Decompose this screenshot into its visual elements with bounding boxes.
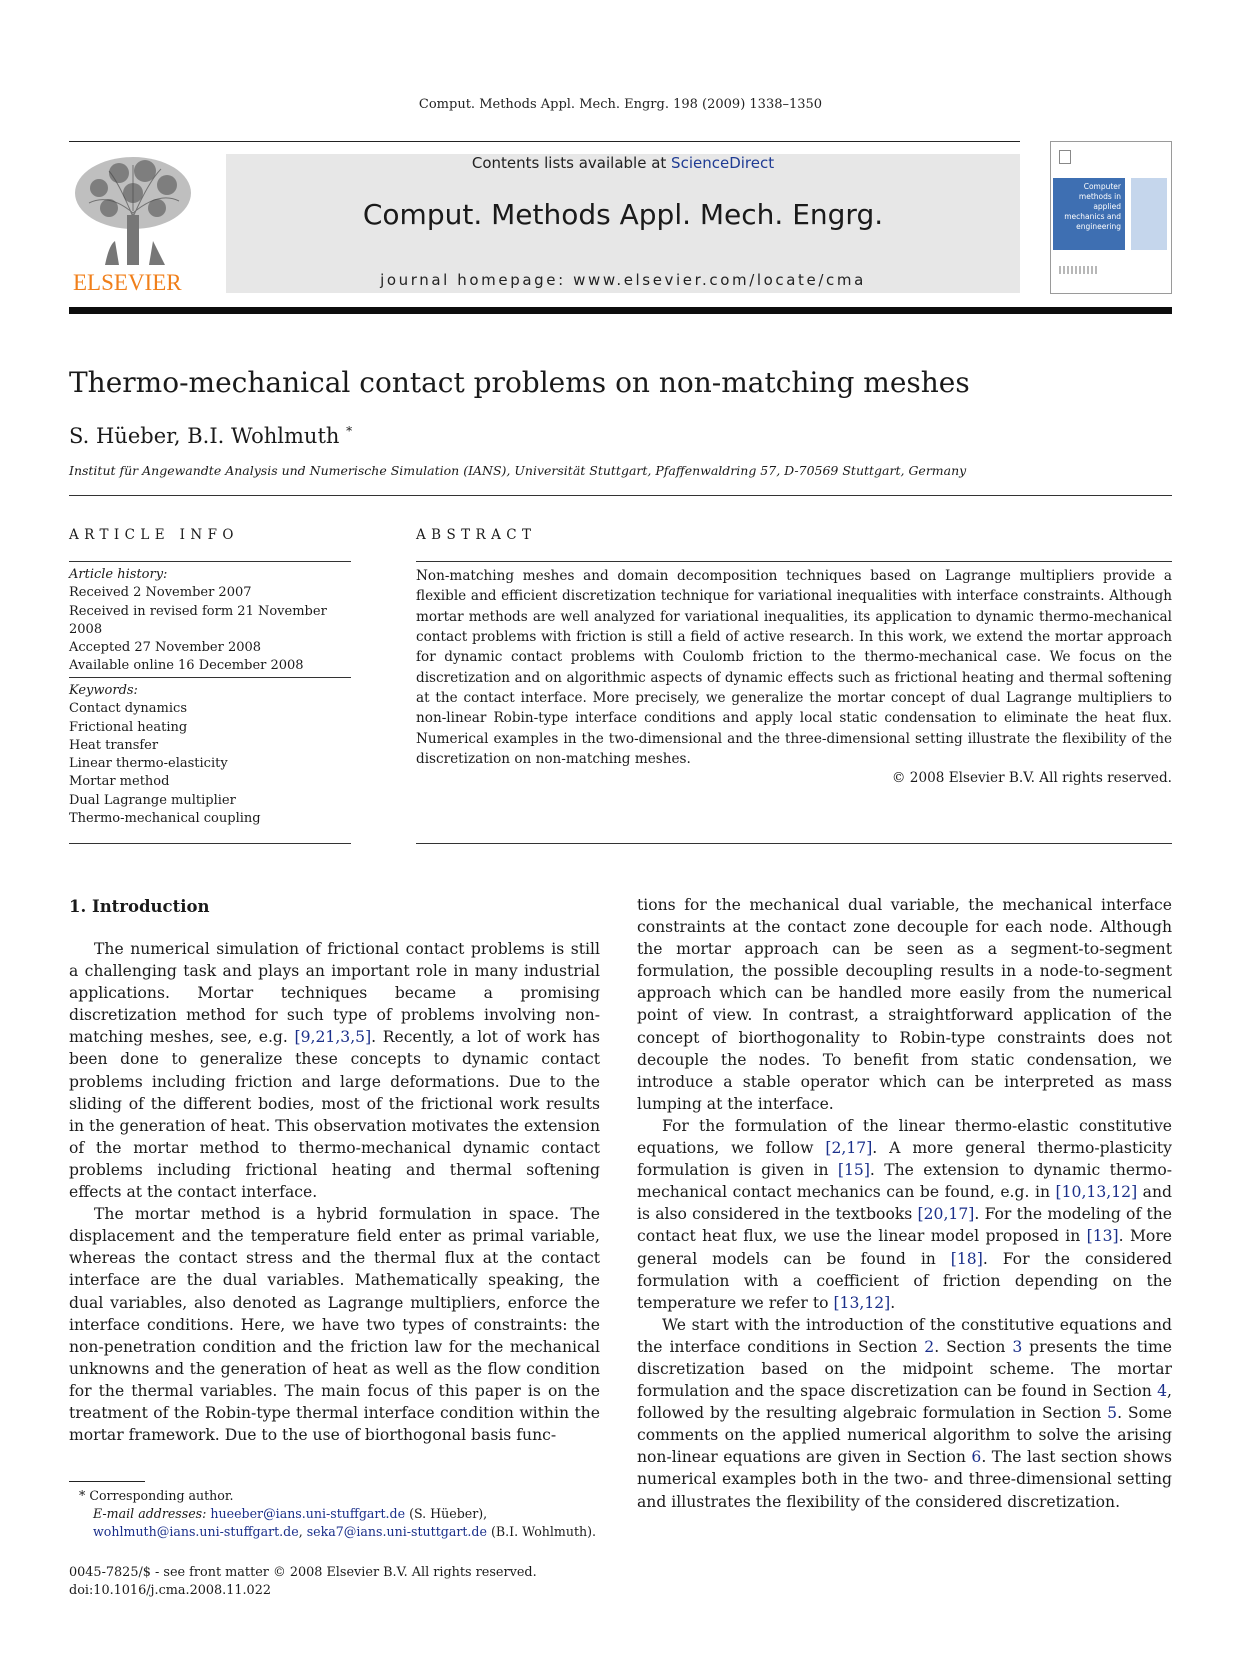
abstract-bottom-rule <box>416 843 1172 844</box>
text-run: . Section <box>934 1337 1013 1356</box>
abstract-rule <box>416 561 1172 562</box>
paragraph <box>637 1115 1172 1314</box>
sciencedirect-link[interactable]: ScienceDirect <box>671 154 775 172</box>
section-heading: 1. Introduction <box>69 897 210 916</box>
contents-line <box>226 154 1020 172</box>
article-info-rule <box>69 561 351 562</box>
affiliation: Institut für Angewandte Analysis und Numerische Simulation (IANS), Universität Stuttgart, Pfaffenwaldring 57, D-70569 Stuttgart, Germany <box>69 463 967 478</box>
paper-title: Thermo-mechanical contact problems on non-matching meshes <box>69 366 970 399</box>
text-run: . For the considered formulation with a coefficient of friction depending on the temperature we refer to <box>637 1249 1172 1312</box>
section-link[interactable]: 6 <box>971 1448 982 1467</box>
footnote <box>69 1487 600 1542</box>
paragraph: The mortar method is a hybrid formulation in space. The displacement and the temperature field enter as primal variable, whereas the contact stress and the thermal flux at the contact interface are the dual variables. Mathematically speaking, the dual variables, also denoted as Lagrange multipliers, enforce the interface conditions. Here, we have two types of constraints: the non-penetration condition and the friction law for the mechanical unknowns and the generation of heat as well as the flow condition for the thermal variables. The main focus of this paper is on the treatment of the Robin-type thermal interface condition within the mortar framework. Due to the use of biorthogonal basis func- <box>69 1205 600 1445</box>
text-run: (B.I. Wohlmuth). <box>490 1524 597 1540</box>
keyword-item: Mortar method <box>69 774 170 790</box>
keyword-item: Heat transfer <box>69 737 159 753</box>
citation-link[interactable]: [13,12] <box>833 1293 891 1312</box>
keyword-item: Thermo-mechanical coupling <box>69 811 261 827</box>
text-run: , followed by the resulting algebraic formulation in Section <box>637 1382 1172 1423</box>
text-run: . Recently, a lot of work has been done to generalize these concepts to dynamic contact problems including friction and large deformations. Due to the sliding of the different bodies, most of the frictional work results in the generation of heat. This observation motivates the extension of the mortar method to thermo-mechanical dynamic contact problems including frictional heating and thermal softening effects at the contact interface. <box>69 1028 600 1202</box>
text-run: (S. Hüeber), <box>409 1506 488 1522</box>
footnote-corresponding <box>69 1487 600 1505</box>
email-label: E-mail addresses: <box>93 1506 207 1522</box>
email-link[interactable]: hueeber@ians.uni-stuffgart.de <box>210 1506 406 1522</box>
journal-title: Comput. Methods Appl. Mech. Engrg. <box>362 198 884 231</box>
contents-prefix: Contents lists available at <box>471 154 672 172</box>
footnote-mark: * <box>79 1488 86 1503</box>
history-item: Received 2 November 2007 <box>69 585 252 601</box>
body-column-right <box>637 894 1172 1513</box>
keywords <box>69 682 359 828</box>
keyword-item: Dual Lagrange multiplier <box>69 792 236 808</box>
journal-homepage[interactable]: journal homepage: www.elsevier.com/locate/cma <box>380 271 866 289</box>
text-run: . More general models can be found in <box>637 1227 1173 1268</box>
text-run: The numerical simulation of frictional contact problems is still a challenging task and plays an important role in many industrial applications. Mortar techniques became a promising discretization method for such type of problems involving non-matching meshes, see, e.g. <box>69 940 600 1047</box>
issn-line: 0045-7825/$ - see front matter © 2008 Elsevier B.V. All rights reserved. <box>69 1565 537 1580</box>
section-link[interactable]: 5 <box>1107 1404 1118 1423</box>
elsevier-wordmark: ELSEVIER <box>73 270 182 295</box>
keyword-item: Contact dynamics <box>69 701 187 717</box>
cover-title-block: Computer methods in applied mechanics and engineering <box>1053 178 1125 250</box>
citation-link[interactable]: [13] <box>1086 1227 1119 1246</box>
text-run: and is also considered in the textbooks <box>637 1183 1173 1224</box>
text-run: For the formulation of the linear thermo-elastic constitutive equations, we follow <box>637 1116 1172 1158</box>
article-history <box>69 566 359 676</box>
text-run: . <box>890 1293 896 1312</box>
text-run: presents the time discretization based on the midpoint scheme. The mortar formulation and the space discretization can be found in Section <box>637 1337 1172 1401</box>
header-rule <box>69 141 1020 142</box>
history-item: Accepted 27 November 2008 <box>69 640 262 656</box>
authors <box>69 424 352 448</box>
citation-link[interactable]: [10,13,12] <box>1055 1183 1138 1202</box>
keyword-item: Frictional heating <box>69 719 188 735</box>
doi-line[interactable]: doi:10.1016/j.cma.2008.11.022 <box>69 1583 271 1599</box>
keywords-label: Keywords: <box>69 683 138 698</box>
text-run: Corresponding author. <box>89 1488 234 1503</box>
paragraph: tions for the mechanical dual variable, the mechanical interface constraints at the contact zone decouple for each node. Although the mortar approach can be seen as a segment-to-segment formulation, the possible decoupling results in a node-to-segment approach which can be handled more easily from the numerical point of view. In contrast, a straightforward application of the concept of biorthogonality to Robin-type constraints does not decouple the nodes. To benefit from static condensation, we introduce a stable operator which can be interpreted as mass lumping at the interface. <box>637 896 1172 1113</box>
cover-logo-icon <box>1059 150 1071 164</box>
header-thick-rule <box>69 307 1172 314</box>
elsevier-tree-icon <box>69 153 197 268</box>
body-column-left <box>69 938 600 1446</box>
paragraph <box>69 938 600 1203</box>
citation-link[interactable]: [9,21,3,5] <box>294 1028 372 1047</box>
citation-link[interactable]: [2,17] <box>825 1139 873 1158</box>
text-run: . For the modeling of the contact heat flux, we use the linear model proposed in <box>637 1205 1172 1246</box>
citation-link[interactable]: [15] <box>837 1161 870 1180</box>
citation-link[interactable]: [18] <box>950 1249 983 1268</box>
abstract-text: Non-matching meshes and domain decomposition techniques based on Lagrange multipliers provide a flexible and efficient discretization technique for variational inequalities with interface constraints. Although mortar methods are well analyzed for variational inequalities, its application to dynamic thermo-mechanical contact problems with friction is still a field of active research. In this work, we extend the mortar approach for dynamic contact problems with Coulomb friction to the thermo-mechanical case. We focus on the discretization and on algorithmic aspects of dynamic effects such as frictional heating and thermal softening at the contact interface. More precisely, we generalize the mortar concept of dual Lagrange multipliers to non-linear Robin-type interface conditions and apply local static condensation to eliminate the heat flux. Numerical examples in the two-dimensional and the three-dimensional setting illustrate the flexibility of the discretization on non-matching meshes. <box>416 568 1172 768</box>
footnote-rule <box>69 1481 145 1482</box>
corresponding-mark[interactable]: * <box>346 424 353 438</box>
abstract-heading: ABSTRACT <box>416 527 537 543</box>
footnote-emails: E-mail addresses: hueeber@ians.uni-stuffgart.de (S. Hüeber), wohlmuth@ians.uni-stuffgart.de, seka7@ians.uni-stuttgart.de (B.I. Wohlmuth). <box>93 1506 597 1540</box>
paragraph <box>637 1314 1172 1513</box>
title-rule <box>69 495 1172 496</box>
front-matter <box>69 1564 537 1601</box>
section-link[interactable]: 4 <box>1157 1382 1168 1401</box>
text-run: . The extension to dynamic thermo-mechanical contact mechanics can be found, e.g. in <box>637 1161 1173 1202</box>
cover-footer-mark <box>1059 266 1099 274</box>
text-run: . The last section shows numerical examples both in the two- and three-dimensional setting and illustrates the flexibility of the considered discretization. <box>637 1448 1172 1511</box>
section-link[interactable]: 2 <box>924 1337 935 1356</box>
author-names: S. Hüeber, B.I. Wohlmuth <box>69 424 340 448</box>
text-run: We start with the introduction of the constitutive equations and the interface conditions in Section <box>637 1315 1172 1356</box>
keywords-rule <box>69 843 351 844</box>
history-item: Available online 16 December 2008 <box>69 658 304 674</box>
keyword-item: Linear thermo-elasticity <box>69 756 228 772</box>
email-link[interactable]: wohlmuth@ians.uni-stuffgart.de <box>93 1524 299 1540</box>
email-link[interactable]: seka7@ians.uni-stuttgart.de <box>306 1524 487 1540</box>
citation-link[interactable]: [20,17] <box>917 1205 975 1224</box>
text-run: . A more general thermo-plasticity formulation is given in <box>637 1139 1172 1180</box>
journal-citation: Comput. Methods Appl. Mech. Engrg. 198 (2009) 1338–1350 <box>418 97 823 112</box>
history-label: Article history: <box>69 567 168 582</box>
journal-banner <box>226 154 1020 293</box>
article-info-heading: ARTICLE INFO <box>69 527 239 543</box>
elsevier-logo <box>69 153 197 293</box>
text-run: . Some comments on the applied numerical algorithm to solve the arising non-linear equations are given in Section <box>637 1404 1172 1467</box>
abstract-copyright: © 2008 Elsevier B.V. All rights reserved. <box>891 770 1172 786</box>
history-item: Received in revised form 21 November 2008 <box>69 603 327 637</box>
history-rule <box>69 677 351 678</box>
journal-cover-thumbnail <box>1050 141 1172 294</box>
section-link[interactable]: 3 <box>1012 1337 1023 1356</box>
cover-accent-block <box>1131 178 1167 250</box>
